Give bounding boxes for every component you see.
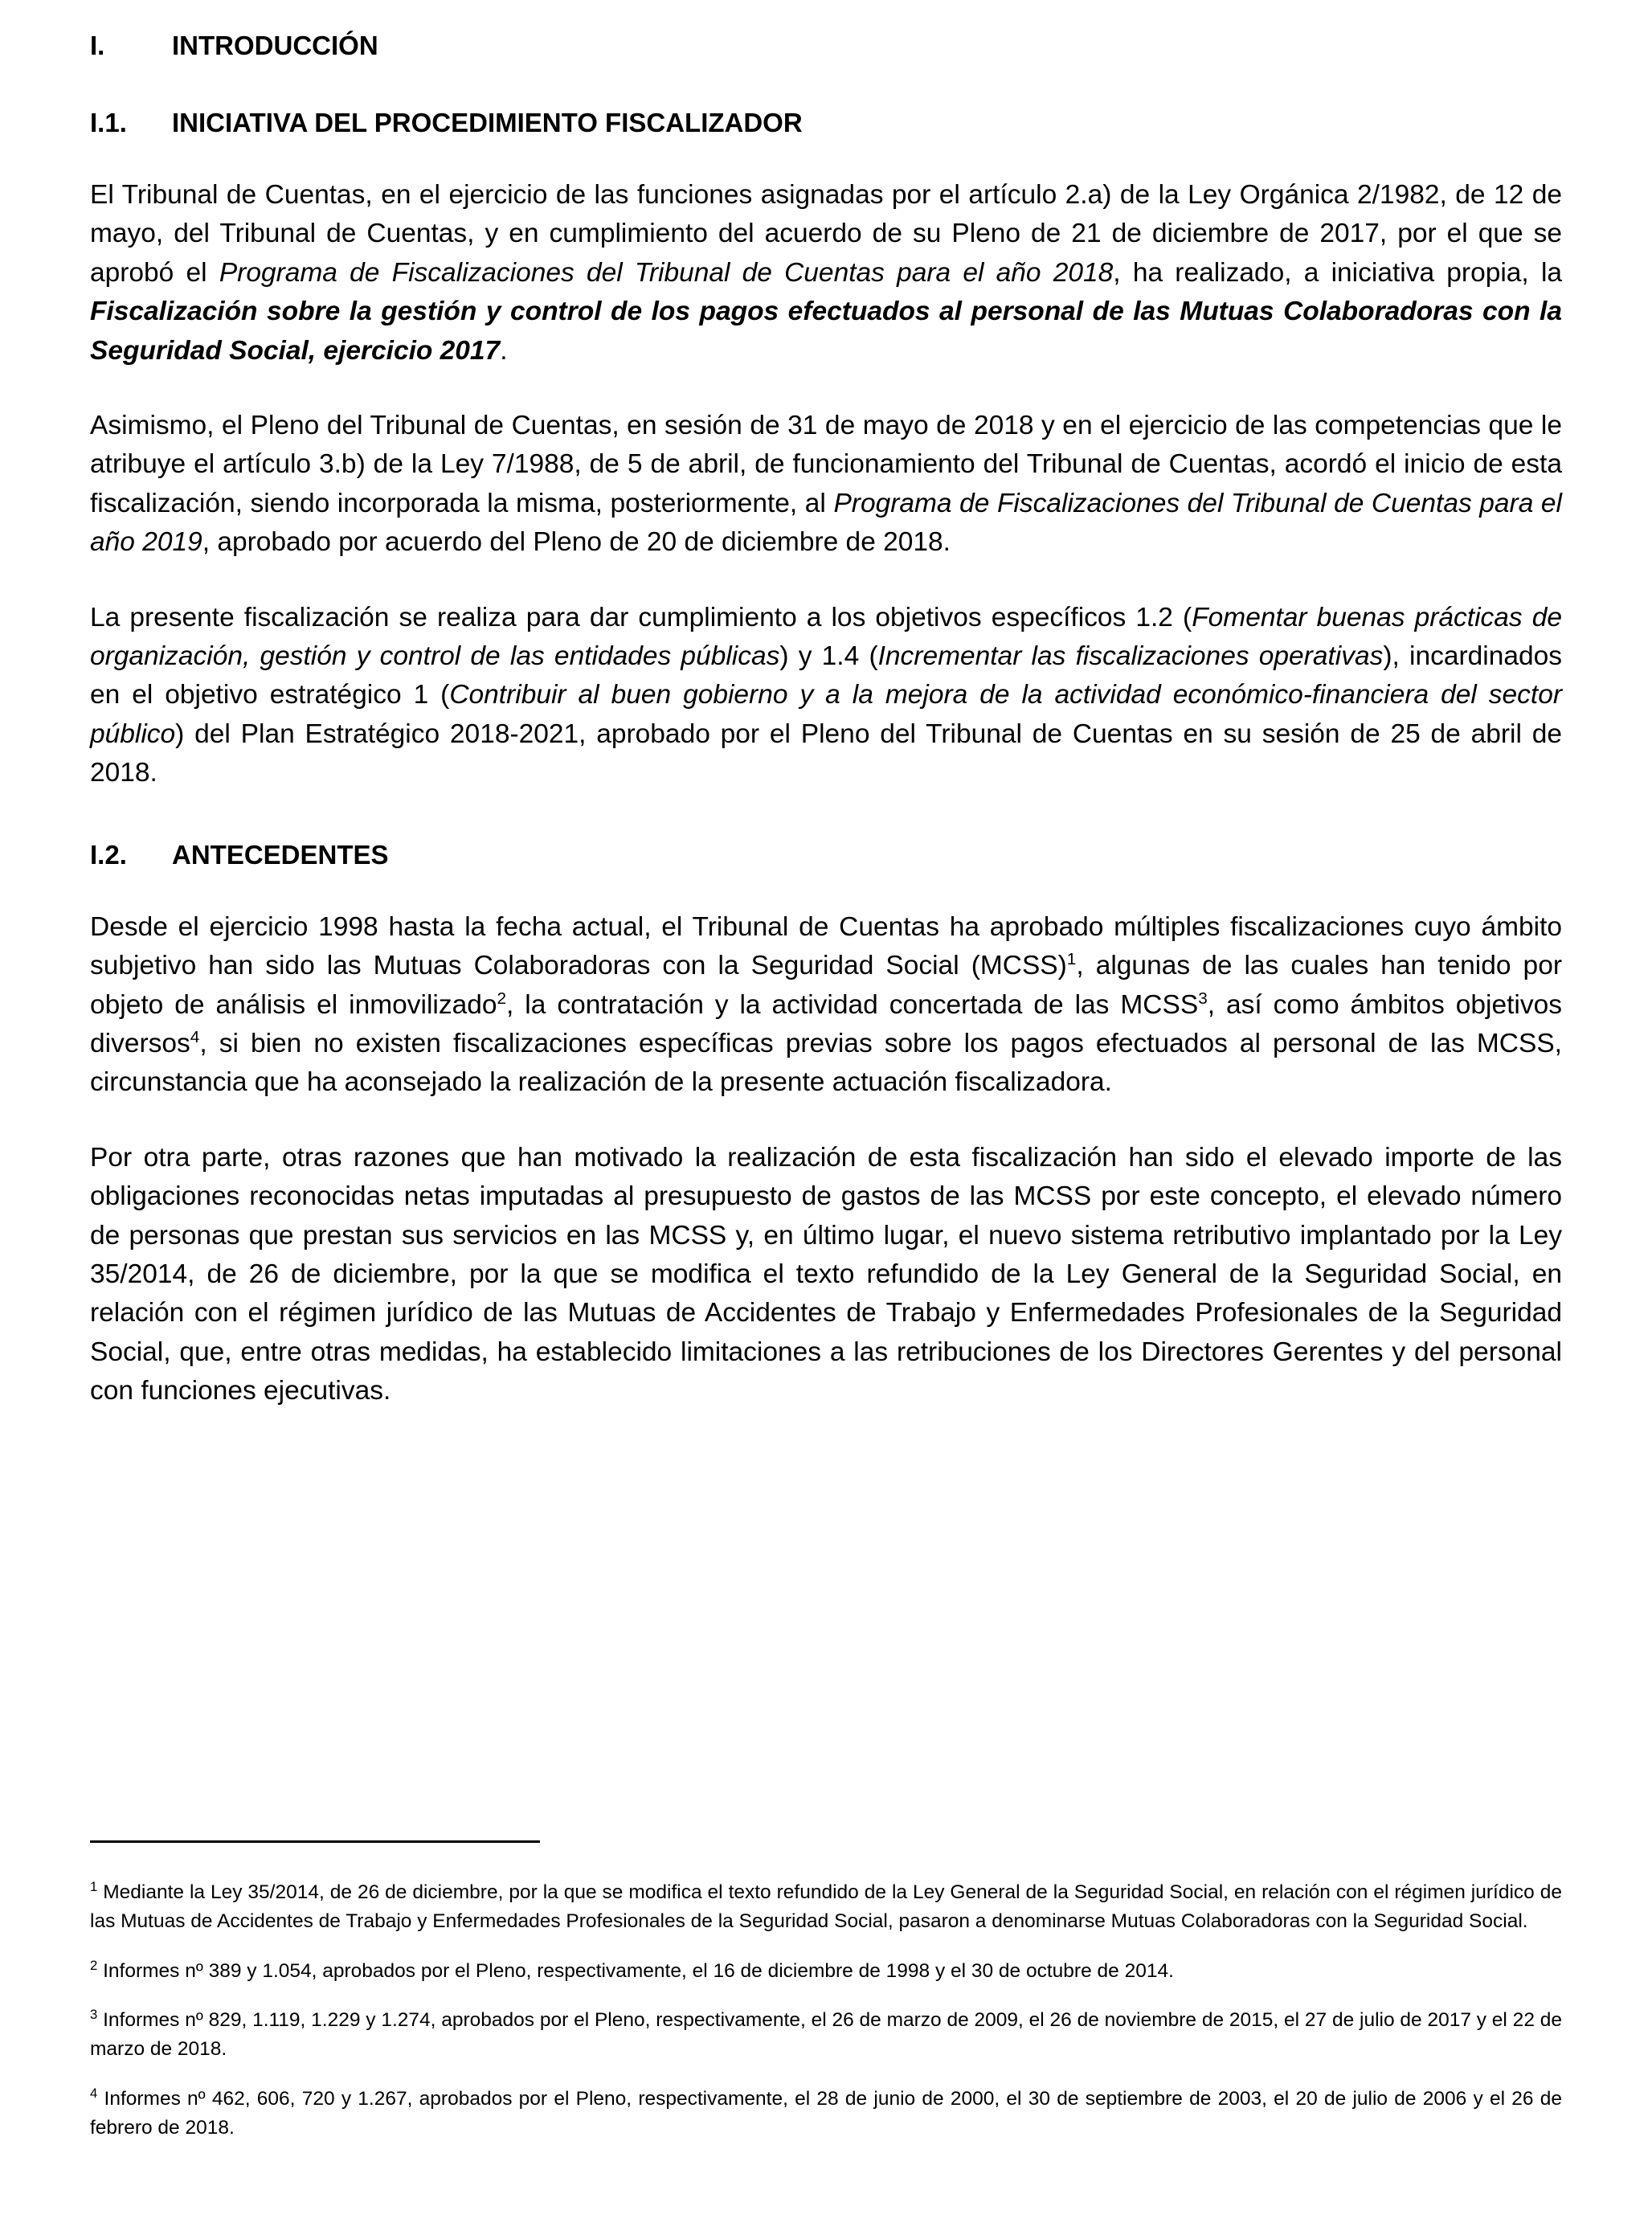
paragraph-4-run-2: , algunas de las cuales han tenido por objeto de análisis el inmovilizado <box>90 951 1562 1020</box>
paragraph-2 <box>90 407 1562 563</box>
paragraph-1-run-1: El Tribunal de Cuentas, en el ejercicio de las funciones asignadas por el artículo 2.a) de la Ley Orgánica 2/1982, de 12 de mayo, del Tribunal de Cuentas, y en cumplimiento del acuerdo de su Pleno de 21 de diciembre de 2017, por el que se aprobó el <box>90 180 1562 288</box>
footnote-ref-2[interactable]: 2 <box>497 989 507 1008</box>
paragraph-3-run-6-italic: Contribuir al buen gobierno y a la mejora de la actividad económico-financiera del sector público <box>90 680 1562 749</box>
paragraph-4-run-1: Desde el ejercicio 1998 hasta la fecha actual, el Tribunal de Cuentas ha aprobado múltiples fiscalizaciones cuyo ámbito subjetivo han sido las Mutuas Colaboradoras con la Seguridad Social (MCSS) <box>90 911 1562 981</box>
paragraph-4-run-3: , la contratación y la actividad concertada de las MCSS <box>506 989 1199 1020</box>
heading-introduccion-number: I. <box>90 31 105 60</box>
paragraph-3-run-2-italic: Fomentar buenas prácticas de organización, gestión y control de las entidades públicas <box>90 602 1563 672</box>
paragraph-4-run-5: , si bien no existen fiscalizaciones específicas previas sobre los pagos efectuados al personal de las MCSS, circunstancia que ha aconsejado la realización de la presente actuación fiscalizadora. <box>90 1028 1562 1098</box>
paragraph-1-run-4-bold-italic: Fiscalización sobre la gestión y control de los pagos efectuados al personal de las Mutuas Colaboradoras con la Seguridad Social, ejercicio 2017 <box>90 297 1562 366</box>
footnote-4-marker: 4 <box>90 2085 98 2101</box>
paragraph-1-run-2-italic: Programa de Fiscalizaciones del Tribunal de Cuentas para el año 2018 <box>219 257 1114 288</box>
footnote-1-text: Mediante la Ley 35/2014, de 26 de diciembre, por la que se modifica el texto refundido de la Ley General de la Seguridad Social, en relación con el régimen jurídico de las Mutuas de Accidentes de Trabajo y Enfermedades Profesionales de la Seguridad Social, pasaron a denominarse Mutuas Colaboradoras con la Seguridad Social. <box>90 1881 1562 1932</box>
footnote-area <box>90 1840 1562 2142</box>
heading-introduccion-title: INTRODUCCIÓN <box>172 31 378 60</box>
paragraph-3-run-1: La presente fiscalización se realiza para dar cumplimiento a los objetivos específicos 1.2 ( <box>90 602 1192 632</box>
paragraph-3-run-3: ) y 1.4 ( <box>779 641 878 672</box>
footnote-3 <box>90 2006 1562 2064</box>
paragraph-2-run-1: Asimismo, el Pleno del Tribunal de Cuentas, en sesión de 31 de mayo de 2018 y en el ejercicio de las competencias que le atribuye el artículo 3.b) de la Ley 7/1988, de 5 de abril, de funcionamiento del Tribunal de Cuentas, acordó el inicio de esta fiscalización, siendo incorporada la misma, posteriormente, al <box>90 411 1562 518</box>
paragraph-3-run-5: ), incardinados en el objetivo estratégico 1 ( <box>90 641 1562 710</box>
footnote-ref-3[interactable]: 3 <box>1198 989 1208 1008</box>
heading-introduccion <box>90 31 1562 61</box>
footnote-4 <box>90 2085 1562 2143</box>
heading-antecedentes-title: ANTECEDENTES <box>172 839 389 870</box>
paragraph-5 <box>90 1139 1562 1411</box>
paragraph-2-run-2-italic: Programa de Fiscalizaciones del Tribunal de Cuentas para el año 2019 <box>90 488 1562 558</box>
footnote-ref-4[interactable]: 4 <box>190 1027 200 1046</box>
paragraph-1-run-3: , ha realizado, a iniciativa propia, la <box>1113 257 1563 288</box>
heading-iniciativa <box>90 108 1562 138</box>
paragraph-3 <box>90 599 1562 793</box>
footnote-separator-rule <box>90 1840 540 1843</box>
paragraph-2-run-3: , aprobado por acuerdo del Pleno de 20 de diciembre de 2018. <box>202 527 951 558</box>
heading-iniciativa-number: I.1. <box>90 108 127 137</box>
heading-antecedentes-number: I.2. <box>90 839 127 870</box>
paragraph-1 <box>90 176 1562 370</box>
footnote-ref-1[interactable]: 1 <box>1066 949 1077 968</box>
footnote-3-marker: 3 <box>90 2007 98 2023</box>
paragraph-3-run-4-italic: Incrementar las fiscalizaciones operativas <box>877 641 1384 672</box>
paragraph-3-run-7: ) del Plan Estratégico 2018-2021, aprobado por el Pleno del Tribunal de Cuentas en su sesión de 25 de abril de 2018. <box>90 718 1562 788</box>
paragraph-4-run-4: , así como ámbitos objetivos diversos <box>90 989 1562 1058</box>
footnote-3-text: Informes nº 829, 1.119, 1.229 y 1.274, aprobados por el Pleno, respectivamente, el 26 de marzo de 2009, el 26 de noviembre de 2015, el 27 de julio de 2017 y el 22 de marzo de 2018. <box>90 2009 1562 2061</box>
heading-iniciativa-title: INICIATIVA DEL PROCEDIMIENTO FISCALIZADOR <box>172 108 803 137</box>
page-content <box>90 0 1562 1411</box>
footnote-4-text: Informes nº 462, 606, 720 y 1.267, aprobados por el Pleno, respectivamente, el 28 de junio de 2000, el 30 de septiembre de 2003, el 20 de julio de 2006 y el 26 de febrero de 2018. <box>90 2087 1563 2139</box>
footnote-2-marker: 2 <box>90 1957 98 1973</box>
footnote-1-marker: 1 <box>90 1878 98 1894</box>
heading-antecedentes <box>90 840 1562 870</box>
footnote-2 <box>90 1957 1562 1986</box>
paragraph-5-run-1: Por otra parte, otras razones que han motivado la realización de esta fiscalización han sido el elevado importe de las obligaciones reconocidas netas imputadas al presupuesto de gastos de las MCSS por este concepto, el elevado número de personas que prestan sus servicios en las MCSS y, en último lugar, el nuevo sistema retributivo implantado por la Ley 35/2014, de 26 de diciembre, por la que se modifica el texto refundido de la Ley General de la Seguridad Social, en relación con el régimen jurídico de las Mutuas de Accidentes de Trabajo y Enfermedades Profesionales de la Seguridad Social, que, entre otras medidas, ha establecido limitaciones a las retribuciones de los Directores Gerentes y del personal con funciones ejecutivas. <box>90 1142 1562 1406</box>
paragraph-1-run-5: . <box>500 335 508 366</box>
footnote-2-text: Informes nº 389 y 1.054, aprobados por el Pleno, respectivamente, el 16 de diciembre de 1998 y el 30 de octubre de 2014. <box>103 1959 1174 1982</box>
footnote-1 <box>90 1878 1562 1936</box>
paragraph-4 <box>90 908 1562 1103</box>
